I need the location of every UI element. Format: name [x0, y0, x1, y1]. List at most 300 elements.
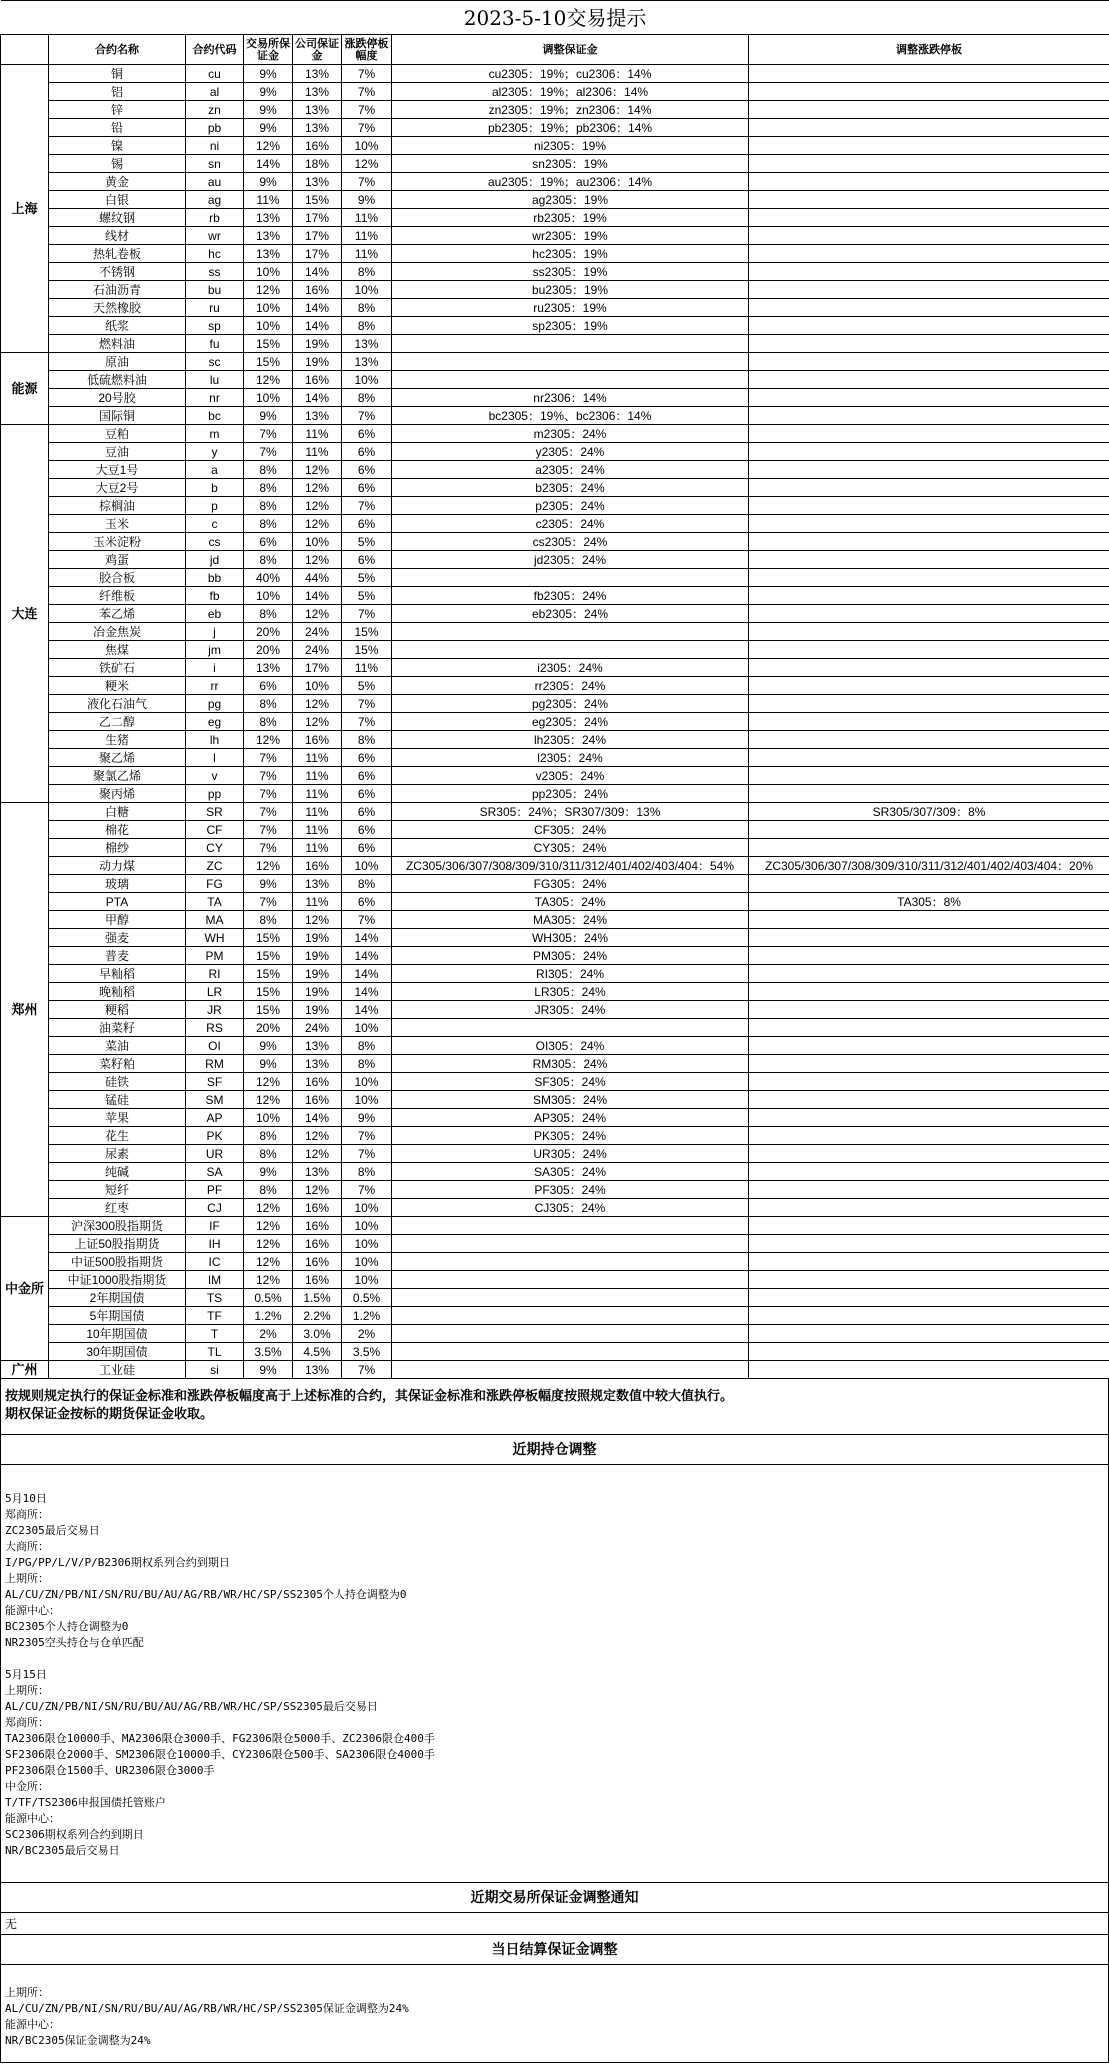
price-limit-cell: 6% — [342, 443, 392, 461]
exchange-margin-cell: 8% — [244, 713, 293, 731]
text-line: 上期所： — [5, 1986, 49, 1999]
margin-adjust-cell: b2305：24% — [392, 479, 749, 497]
limit-adjust-cell — [749, 641, 1109, 659]
contract-name-cell: 中证500股指期货 — [49, 1253, 186, 1271]
company-margin-cell: 17% — [293, 245, 342, 263]
limit-adjust-cell — [749, 353, 1109, 371]
text-line: BC2305个人持仓调整为0 — [5, 1620, 129, 1633]
price-limit-cell: 13% — [342, 335, 392, 353]
contract-code-cell: LR — [186, 983, 244, 1001]
contract-name-cell: 鸡蛋 — [49, 551, 186, 569]
contract-code-cell: sp — [186, 317, 244, 335]
contract-name-cell: 白糖 — [49, 803, 186, 821]
margin-adjust-cell: CY305：24% — [392, 839, 749, 857]
margin-adjust-cell: l2305：24% — [392, 749, 749, 767]
company-margin-cell: 11% — [293, 893, 342, 911]
table-row — [1, 1073, 1109, 1091]
company-margin-cell: 12% — [293, 1145, 342, 1163]
exchange-margin-cell: 15% — [244, 965, 293, 983]
limit-adjust-cell — [749, 623, 1109, 641]
price-limit-cell: 10% — [342, 857, 392, 875]
contract-name-cell: 玉米 — [49, 515, 186, 533]
contract-name-cell: 生猪 — [49, 731, 186, 749]
price-limit-cell: 7% — [342, 497, 392, 515]
header-margin-adjust: 调整保证金 — [392, 35, 749, 65]
contract-code-cell: AP — [186, 1109, 244, 1127]
exchange-margin-cell: 12% — [244, 1199, 293, 1217]
margin-adjust-cell: MA305：24% — [392, 911, 749, 929]
exchange-cell: 中金所 — [1, 1217, 49, 1361]
table-row — [1, 857, 1109, 875]
company-margin-cell: 11% — [293, 443, 342, 461]
contract-code-cell: ss — [186, 263, 244, 281]
exchange-margin-cell: 20% — [244, 1019, 293, 1037]
price-limit-cell: 8% — [342, 263, 392, 281]
limit-adjust-cell — [749, 1217, 1109, 1235]
table-row — [1, 623, 1109, 641]
table-row — [1, 983, 1109, 1001]
price-limit-cell: 7% — [342, 101, 392, 119]
contract-name-cell: 锌 — [49, 101, 186, 119]
price-limit-cell: 6% — [342, 479, 392, 497]
contract-name-cell: 普麦 — [49, 947, 186, 965]
limit-adjust-cell — [749, 929, 1109, 947]
company-margin-cell: 17% — [293, 659, 342, 677]
contract-name-cell: 苹果 — [49, 1109, 186, 1127]
contract-name-cell: 油菜籽 — [49, 1019, 186, 1037]
price-limit-cell: 7% — [342, 1181, 392, 1199]
price-limit-cell: 8% — [342, 299, 392, 317]
company-margin-cell: 24% — [293, 623, 342, 641]
margin-adjust-cell — [392, 569, 749, 587]
exchange-margin-cell: 12% — [244, 137, 293, 155]
contract-name-cell: 乙二醇 — [49, 713, 186, 731]
company-margin-cell: 15% — [293, 191, 342, 209]
contract-code-cell: JR — [186, 1001, 244, 1019]
company-margin-cell: 16% — [293, 1271, 342, 1289]
table-row — [1, 497, 1109, 515]
exchange-margin-cell: 7% — [244, 425, 293, 443]
company-margin-cell: 11% — [293, 803, 342, 821]
exchange-margin-cell: 8% — [244, 497, 293, 515]
exchange-margin-cell: 8% — [244, 1145, 293, 1163]
exchange-margin-cell: 6% — [244, 677, 293, 695]
company-margin-cell: 12% — [293, 911, 342, 929]
margin-adjust-cell: nr2306：14% — [392, 389, 749, 407]
contract-code-cell: CF — [186, 821, 244, 839]
margin-adjust-cell: au2305：19%；au2306：14% — [392, 173, 749, 191]
contract-name-cell: 菜籽粕 — [49, 1055, 186, 1073]
exchange-margin-cell: 15% — [244, 983, 293, 1001]
limit-adjust-cell — [749, 515, 1109, 533]
company-margin-cell: 13% — [293, 119, 342, 137]
exchange-margin-cell: 8% — [244, 461, 293, 479]
table-row — [1, 1325, 1109, 1343]
margin-adjust-cell: FG305：24% — [392, 875, 749, 893]
contract-name-cell: 锡 — [49, 155, 186, 173]
contract-code-cell: nr — [186, 389, 244, 407]
text-line: 上期所： — [5, 1684, 49, 1697]
company-margin-cell: 12% — [293, 515, 342, 533]
header-exchange-margin: 交易所保证金 — [244, 35, 293, 65]
limit-adjust-cell — [749, 533, 1109, 551]
table-row — [1, 1307, 1109, 1325]
limit-adjust-cell — [749, 821, 1109, 839]
contract-code-cell: zn — [186, 101, 244, 119]
company-margin-cell: 16% — [293, 1253, 342, 1271]
price-limit-cell: 10% — [342, 281, 392, 299]
price-limit-cell: 10% — [342, 1271, 392, 1289]
margin-adjust-cell: cs2305：24% — [392, 533, 749, 551]
table-row — [1, 803, 1109, 821]
limit-adjust-cell — [749, 839, 1109, 857]
table-row — [1, 731, 1109, 749]
exchange-margin-cell: 8% — [244, 911, 293, 929]
price-limit-cell: 8% — [342, 1055, 392, 1073]
table-row — [1, 1181, 1109, 1199]
exchange-margin-cell: 8% — [244, 479, 293, 497]
table-row — [1, 443, 1109, 461]
exchange-margin-cell: 7% — [244, 785, 293, 803]
margin-adjust-cell: p2305：24% — [392, 497, 749, 515]
margin-adjust-cell: bc2305：19%、bc2306：14% — [392, 407, 749, 425]
table-row — [1, 1361, 1109, 1379]
margin-adjust-cell — [392, 1307, 749, 1325]
limit-adjust-cell — [749, 1109, 1109, 1127]
company-margin-cell: 14% — [293, 263, 342, 281]
margin-adjust-cell: rr2305：24% — [392, 677, 749, 695]
margin-adjust-cell: OI305：24% — [392, 1037, 749, 1055]
price-limit-cell: 11% — [342, 227, 392, 245]
contract-name-cell: 天然橡胶 — [49, 299, 186, 317]
limit-adjust-cell — [749, 119, 1109, 137]
margin-adjust-cell: WH305：24% — [392, 929, 749, 947]
company-margin-cell: 12% — [293, 713, 342, 731]
margin-adjust-cell — [392, 623, 749, 641]
table-row — [1, 695, 1109, 713]
exchange-margin-cell: 3.5% — [244, 1343, 293, 1361]
price-limit-cell: 10% — [342, 137, 392, 155]
price-limit-cell: 7% — [342, 407, 392, 425]
text-line: NR/BC2305最后交易日 — [5, 1844, 120, 1857]
contract-code-cell: bb — [186, 569, 244, 587]
limit-adjust-cell — [749, 695, 1109, 713]
limit-adjust-cell — [749, 137, 1109, 155]
table-row — [1, 335, 1109, 353]
company-margin-cell: 16% — [293, 1199, 342, 1217]
margin-adjust-cell — [392, 1019, 749, 1037]
position-adjust-title: 近期持仓调整 — [0, 1435, 1109, 1465]
text-line: NR2305空头持仓与仓单匹配 — [5, 1636, 144, 1649]
exchange-margin-cell: 2% — [244, 1325, 293, 1343]
table-row — [1, 119, 1109, 137]
limit-adjust-cell — [749, 299, 1109, 317]
position-adjust-content — [0, 1465, 1109, 1883]
limit-adjust-cell — [749, 965, 1109, 983]
contract-code-cell: sn — [186, 155, 244, 173]
contract-code-cell: i — [186, 659, 244, 677]
contract-name-cell: 线材 — [49, 227, 186, 245]
company-margin-cell: 4.5% — [293, 1343, 342, 1361]
table-row — [1, 1199, 1109, 1217]
exchange-margin-cell: 13% — [244, 227, 293, 245]
text-line: 能源中心： — [5, 2018, 60, 2031]
limit-adjust-cell — [749, 911, 1109, 929]
contract-code-cell: al — [186, 83, 244, 101]
margin-adjust-cell: SR305：24%；SR307/309：13% — [392, 803, 749, 821]
exchange-margin-cell: 10% — [244, 299, 293, 317]
contract-code-cell: IH — [186, 1235, 244, 1253]
table-row — [1, 659, 1109, 677]
text-line: 能源中心： — [5, 1812, 60, 1825]
margin-adjust-cell — [392, 1325, 749, 1343]
table-row — [1, 1271, 1109, 1289]
exchange-margin-cell: 9% — [244, 875, 293, 893]
price-limit-cell: 0.5% — [342, 1289, 392, 1307]
exchange-margin-cell: 12% — [244, 857, 293, 875]
margin-adjust-cell: RM305：24% — [392, 1055, 749, 1073]
margin-adjust-cell: cu2305：19%；cu2306：14% — [392, 65, 749, 83]
exchange-margin-cell: 9% — [244, 119, 293, 137]
exchange-margin-cell: 1.2% — [244, 1307, 293, 1325]
margin-adjust-cell: eg2305：24% — [392, 713, 749, 731]
exchange-margin-cell: 7% — [244, 839, 293, 857]
contract-code-cell: fu — [186, 335, 244, 353]
contract-name-cell: 动力煤 — [49, 857, 186, 875]
contract-code-cell: eb — [186, 605, 244, 623]
text-line: TA2306限仓10000手、MA2306限仓3000手、FG2306限仓5000手、ZC2306限仓400手 — [5, 1732, 435, 1745]
price-limit-cell: 7% — [342, 605, 392, 623]
price-limit-cell: 9% — [342, 1109, 392, 1127]
exchange-margin-cell: 10% — [244, 389, 293, 407]
header-contract-name: 合约名称 — [49, 35, 186, 65]
table-row — [1, 713, 1109, 731]
contract-name-cell: 20号胶 — [49, 389, 186, 407]
header-price-limit: 涨跌停板幅度 — [342, 35, 392, 65]
company-margin-cell: 12% — [293, 695, 342, 713]
contract-code-cell: RI — [186, 965, 244, 983]
table-row — [1, 875, 1109, 893]
margin-adjust-cell: zn2305：19%；zn2306：14% — [392, 101, 749, 119]
contract-code-cell: b — [186, 479, 244, 497]
margin-adjust-cell: wr2305：19% — [392, 227, 749, 245]
contract-name-cell: 热轧卷板 — [49, 245, 186, 263]
text-line: AL/CU/ZN/PB/NI/SN/RU/BU/AU/AG/RB/WR/HC/SP/SS2305最后交易日 — [5, 1700, 378, 1713]
limit-adjust-cell — [749, 875, 1109, 893]
contract-code-cell: SA — [186, 1163, 244, 1181]
contract-code-cell: cs — [186, 533, 244, 551]
price-limit-cell: 14% — [342, 983, 392, 1001]
exchange-margin-cell: 15% — [244, 335, 293, 353]
contract-name-cell: 纸浆 — [49, 317, 186, 335]
company-margin-cell: 13% — [293, 101, 342, 119]
company-margin-cell: 11% — [293, 749, 342, 767]
table-row — [1, 605, 1109, 623]
company-margin-cell: 12% — [293, 1181, 342, 1199]
margin-adjust-cell: ru2305：19% — [392, 299, 749, 317]
exchange-margin-cell: 14% — [244, 155, 293, 173]
price-limit-cell: 10% — [342, 1235, 392, 1253]
price-limit-cell: 5% — [342, 677, 392, 695]
limit-adjust-cell — [749, 767, 1109, 785]
price-limit-cell: 6% — [342, 461, 392, 479]
limit-adjust-cell — [749, 1199, 1109, 1217]
exchange-margin-cell: 12% — [244, 1091, 293, 1109]
contract-name-cell: PTA — [49, 893, 186, 911]
contract-code-cell: SR — [186, 803, 244, 821]
price-limit-cell: 7% — [342, 65, 392, 83]
exchange-margin-cell: 12% — [244, 281, 293, 299]
company-margin-cell: 13% — [293, 65, 342, 83]
company-margin-cell: 13% — [293, 173, 342, 191]
contract-name-cell: 中证1000股指期货 — [49, 1271, 186, 1289]
table-row — [1, 1037, 1109, 1055]
contract-name-cell: 冶金焦炭 — [49, 623, 186, 641]
contract-name-cell: 燃料油 — [49, 335, 186, 353]
exchange-margin-cell: 7% — [244, 443, 293, 461]
price-limit-cell: 10% — [342, 1073, 392, 1091]
exchange-margin-cell: 6% — [244, 533, 293, 551]
limit-adjust-cell — [749, 1343, 1109, 1361]
table-row — [1, 569, 1109, 587]
price-limit-cell: 5% — [342, 533, 392, 551]
contract-name-cell: 5年期国债 — [49, 1307, 186, 1325]
table-row — [1, 155, 1109, 173]
contract-name-cell: 早籼稻 — [49, 965, 186, 983]
company-margin-cell: 16% — [293, 731, 342, 749]
exchange-margin-cell: 12% — [244, 1235, 293, 1253]
margin-adjust-cell: SM305：24% — [392, 1091, 749, 1109]
margin-adjust-cell — [392, 353, 749, 371]
contract-name-cell: 玻璃 — [49, 875, 186, 893]
price-limit-cell: 7% — [342, 119, 392, 137]
price-limit-cell: 14% — [342, 947, 392, 965]
price-limit-cell: 6% — [342, 515, 392, 533]
contract-name-cell: 红枣 — [49, 1199, 186, 1217]
margin-adjust-cell: UR305：24% — [392, 1145, 749, 1163]
table-row — [1, 371, 1109, 389]
limit-adjust-cell — [749, 1091, 1109, 1109]
company-margin-cell: 13% — [293, 1361, 342, 1379]
exchange-margin-cell: 10% — [244, 317, 293, 335]
contract-code-cell: a — [186, 461, 244, 479]
contract-code-cell: jm — [186, 641, 244, 659]
price-limit-cell: 10% — [342, 1253, 392, 1271]
exchange-margin-cell: 9% — [244, 1037, 293, 1055]
price-limit-cell: 6% — [342, 551, 392, 569]
contract-code-cell: IM — [186, 1271, 244, 1289]
price-limit-cell: 10% — [342, 1217, 392, 1235]
contract-code-cell: SM — [186, 1091, 244, 1109]
contract-code-cell: ag — [186, 191, 244, 209]
table-row — [1, 1253, 1109, 1271]
limit-adjust-cell — [749, 371, 1109, 389]
exchange-margin-cell: 7% — [244, 893, 293, 911]
contract-name-cell: 大豆1号 — [49, 461, 186, 479]
price-limit-cell: 5% — [342, 587, 392, 605]
limit-adjust-cell — [749, 191, 1109, 209]
company-margin-cell: 11% — [293, 767, 342, 785]
table-row — [1, 965, 1109, 983]
text-line: 5月15日 — [5, 1668, 47, 1681]
price-limit-cell: 6% — [342, 893, 392, 911]
contract-code-cell: FG — [186, 875, 244, 893]
limit-adjust-cell — [749, 749, 1109, 767]
limit-adjust-cell — [749, 425, 1109, 443]
margin-adjust-cell: y2305：24% — [392, 443, 749, 461]
company-margin-cell: 19% — [293, 353, 342, 371]
contract-name-cell: 10年期国债 — [49, 1325, 186, 1343]
limit-adjust-cell — [749, 677, 1109, 695]
limit-adjust-cell — [749, 983, 1109, 1001]
table-row — [1, 1055, 1109, 1073]
table-row — [1, 263, 1109, 281]
contract-name-cell: 苯乙烯 — [49, 605, 186, 623]
margin-adjust-cell: SA305：24% — [392, 1163, 749, 1181]
exchange-margin-cell: 0.5% — [244, 1289, 293, 1307]
margin-notice-title: 近期交易所保证金调整通知 — [0, 1883, 1109, 1913]
company-margin-cell: 1.5% — [293, 1289, 342, 1307]
exchange-cell: 上海 — [1, 65, 49, 353]
exchange-margin-cell: 10% — [244, 587, 293, 605]
margin-adjust-cell: al2305：19%；al2306：14% — [392, 83, 749, 101]
exchange-margin-cell: 10% — [244, 263, 293, 281]
limit-adjust-cell — [749, 317, 1109, 335]
price-limit-cell: 6% — [342, 749, 392, 767]
price-limit-cell: 8% — [342, 731, 392, 749]
margin-adjust-cell: a2305：24% — [392, 461, 749, 479]
contract-code-cell: lh — [186, 731, 244, 749]
text-line: ZC2305最后交易日 — [5, 1524, 100, 1537]
exchange-margin-cell: 15% — [244, 1001, 293, 1019]
table-row — [1, 407, 1109, 425]
price-limit-cell: 7% — [342, 911, 392, 929]
margin-adjust-cell: m2305：24% — [392, 425, 749, 443]
price-limit-cell: 14% — [342, 929, 392, 947]
price-limit-cell: 11% — [342, 209, 392, 227]
price-limit-cell: 6% — [342, 425, 392, 443]
limit-adjust-cell — [749, 155, 1109, 173]
contract-name-cell: 黄金 — [49, 173, 186, 191]
limit-adjust-cell — [749, 65, 1109, 83]
limit-adjust-cell — [749, 1235, 1109, 1253]
price-limit-cell: 11% — [342, 245, 392, 263]
text-line: I/PG/PP/L/V/P/B2306期权系列合约到期日 — [5, 1556, 230, 1569]
exchange-margin-cell: 12% — [244, 731, 293, 749]
company-margin-cell: 44% — [293, 569, 342, 587]
table-row — [1, 479, 1109, 497]
table-row — [1, 1145, 1109, 1163]
price-limit-cell: 8% — [342, 389, 392, 407]
text-line: 郑商所： — [5, 1716, 49, 1729]
contract-name-cell: 不锈钢 — [49, 263, 186, 281]
contract-name-cell: 白银 — [49, 191, 186, 209]
table-row — [1, 1127, 1109, 1145]
table-row — [1, 65, 1109, 83]
price-limit-cell: 7% — [342, 83, 392, 101]
company-margin-cell: 16% — [293, 1073, 342, 1091]
table-row — [1, 947, 1109, 965]
limit-adjust-cell — [749, 1307, 1109, 1325]
limit-adjust-cell — [749, 1055, 1109, 1073]
company-margin-cell: 14% — [293, 299, 342, 317]
margin-adjust-cell: ZC305/306/307/308/309/310/311/312/401/402/403/404：54% — [392, 857, 749, 875]
company-margin-cell: 12% — [293, 479, 342, 497]
exchange-cell: 郑州 — [1, 803, 49, 1217]
company-margin-cell: 3.0% — [293, 1325, 342, 1343]
margin-adjust-cell: AP305：24% — [392, 1109, 749, 1127]
contract-name-cell: 铝 — [49, 83, 186, 101]
